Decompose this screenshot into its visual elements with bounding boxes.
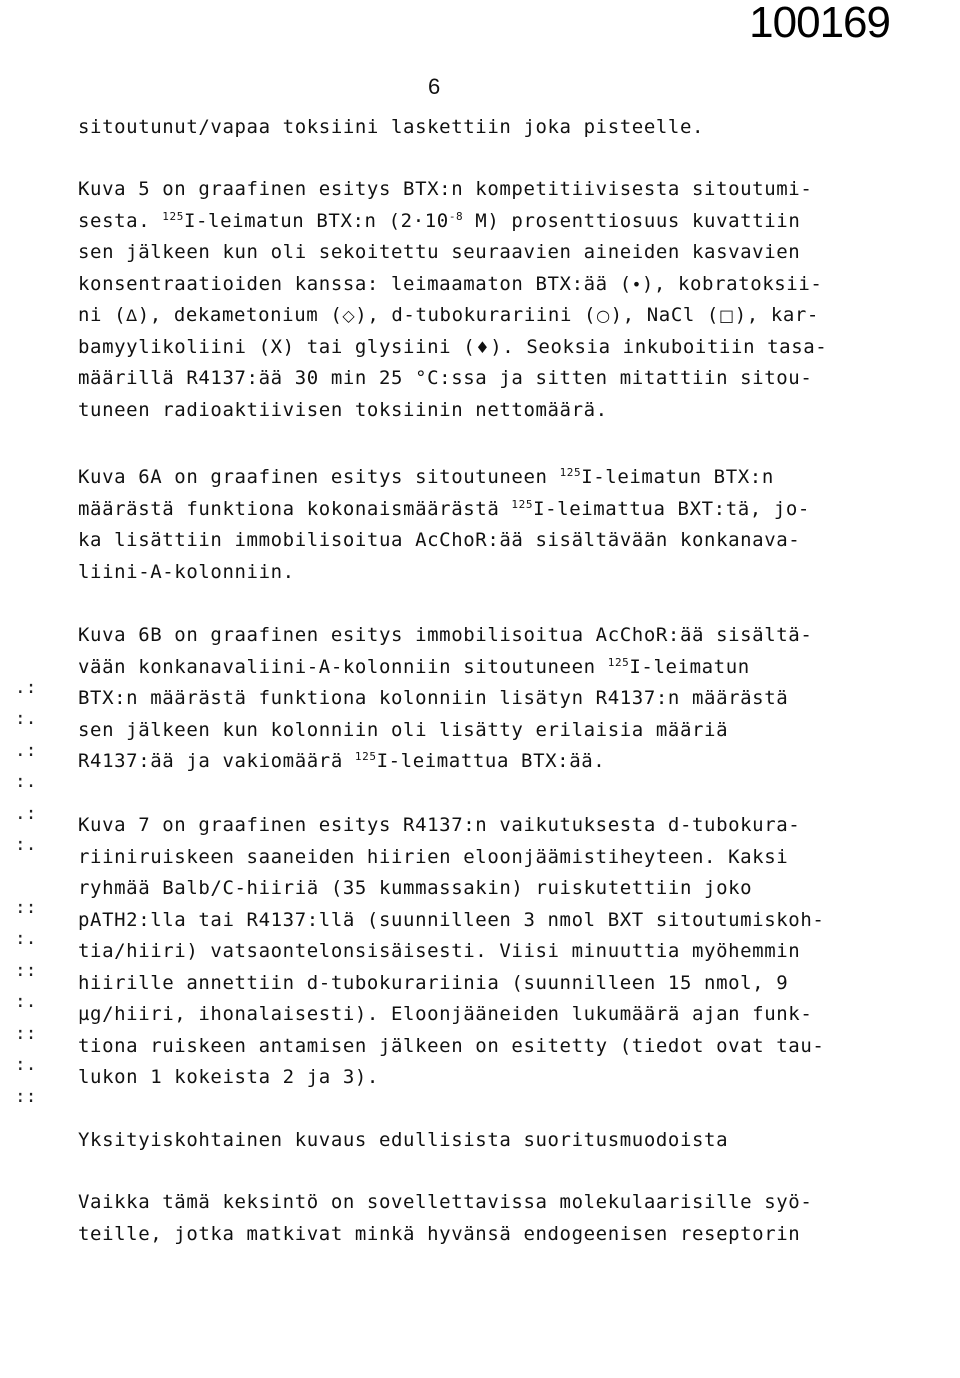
diamond-symbol: ◇ [342,306,356,325]
text-fragment: R4137:ää ja vakiomäärä [78,750,355,772]
text-fragment: I-leimattua BXT:tä, jo- [533,497,810,520]
filled-diamond-symbol: ♦ [475,337,491,357]
page-number: 6 [428,74,441,99]
margin-dots-decoration: .: :. .: :. .: :. [14,676,37,855]
isotope-superscript: 125 [354,750,377,763]
text-fragment: I-leimatun BTX:n [581,466,774,488]
text-line: ryhmää Balb/C-hiiriä (35 kummassakin) ruiskutettiin joko [78,877,753,899]
text-line: Kuva 6B on graafinen esitys immobilisoitua AcChoR:ää sisältä- [78,624,813,646]
text-fragment: ), kobratoksii- [641,272,823,295]
paragraph-figure-5 [78,174,878,426]
paragraph-1 [78,112,878,144]
text-line [78,494,878,526]
text-fragment: vään konkanavaliini-A-kolonniin sitoutuneen [78,655,608,678]
text-line: määrillä R4137:ää 30 min 25 °C:ssa ja sitten mitattiin sitou- [78,367,813,389]
text-line: teille, jotka matkivat minkä hyvänsä endogeenisen reseptorin [78,1222,801,1245]
paragraph-figure-6b [78,620,878,778]
text-line [78,462,878,494]
text-line: ka lisättiin immobilisoitua AcChoR:ää sisältävään konkanava- [78,529,801,551]
section-heading [78,1125,878,1157]
text-line: tiona ruiskeen antamisen jälkeen on esitetty (tiedot ovat tau- [78,1034,825,1057]
text-line [78,332,878,364]
text-fragment: ), dekametonium ( [137,304,343,326]
text-line [78,269,878,301]
exponent-superscript: -8 [448,209,464,223]
filled-circle-symbol: • [631,274,642,294]
text-line: µg/hiiri, ihonalaisesti). Eloonjääneiden lukumäärä ajan funk- [78,1003,813,1025]
text-line: sen jälkeen kun oli sekoitettu seuraavien aineiden kasvavien [78,241,801,263]
text-line: sitoutunut/vapaa toksiini laskettiin joka pisteelle. [78,116,705,138]
text-fragment: konsentraatioiden kanssa: leimaamaton BTX:ää ( [78,272,632,295]
triangle-symbol: Δ [126,306,138,325]
paragraph-figure-6a [78,462,878,588]
text-line: pATH2:lla tai R4137:llä (suunnilleen 3 nmol BXT sitoutumiskoh- [78,908,825,931]
text-line: riiniruiskeen saaneiden hiirien eloonjäämistiheyteen. Kaksi [78,845,789,868]
text-line [78,652,878,684]
document-number: 100169 [749,0,890,47]
text-fragment: I-leimattua BTX:ää. [376,750,606,772]
heading-text: Yksityiskohtainen kuvaus edullisista suoritusmuodoista [78,1129,729,1151]
text-line [78,206,878,238]
text-fragment: ), d-tubokurariini ( [355,304,597,326]
text-line: tia/hiiri) vatsaontelonsisäisesti. Viisi minuuttia myöhemmin [78,940,801,962]
text-fragment: bamyylikoliini (X) tai glysiini ( [78,335,476,358]
text-line: sen jälkeen kun kolonniin oli lisätty erilaisia määriä [78,718,729,741]
paragraph-figure-7 [78,810,878,1094]
isotope-superscript: 125 [559,466,582,479]
paragraph-intro [78,1187,878,1250]
text-fragment: ), kar- [734,304,819,326]
text-line: tuneen radioaktiivisen toksiinin nettomäärä. [78,398,608,421]
text-line: hiirille annettiin d-tubokurariinia (suunnilleen 15 nmol, 9 [78,971,789,994]
text-fragment: määrästä funktiona kokonaismäärästä [78,497,512,520]
text-line [78,746,878,778]
text-line: Vaikka tämä keksintö on sovellettavissa molekulaarisille syö- [78,1191,813,1213]
text-line [78,300,878,332]
text-fragment: ), NaCl ( [610,304,719,326]
text-line: lukon 1 kokeista 2 ja 3). [78,1066,379,1088]
text-fragment: Kuva 6A on graafinen esitys sitoutuneen [78,466,560,488]
text-line: Kuva 5 on graafinen esitys BTX:n kompetitiivisesta sitoutumi- [78,178,813,200]
text-fragment: ). Seoksia inkuboitiin tasa- [490,335,828,358]
text-fragment: M) prosenttiosuus kuvattiin [463,209,801,232]
text-line: BTX:n määrästä funktiona kolonniin lisätyn R4137:n määrästä [78,687,789,709]
isotope-superscript: 125 [162,209,184,223]
text-fragment: ni ( [78,304,127,326]
margin-dots-decoration: :: :. :: :. :: :. :: [14,896,37,1107]
isotope-superscript: 125 [607,655,630,669]
text-line: Kuva 7 on graafinen esitys R4137:n vaikutuksesta d-tubokura- [78,814,801,836]
text-fragment: I-leimatun BTX:n (2·10 [183,209,449,232]
text-fragment: sesta. [78,209,163,232]
circle-symbol: ○ [596,306,611,325]
text-line: liini-A-kolonniin. [78,560,295,583]
square-symbol: □ [718,306,735,325]
text-fragment: I-leimatun [629,655,750,678]
isotope-superscript: 125 [511,497,534,511]
